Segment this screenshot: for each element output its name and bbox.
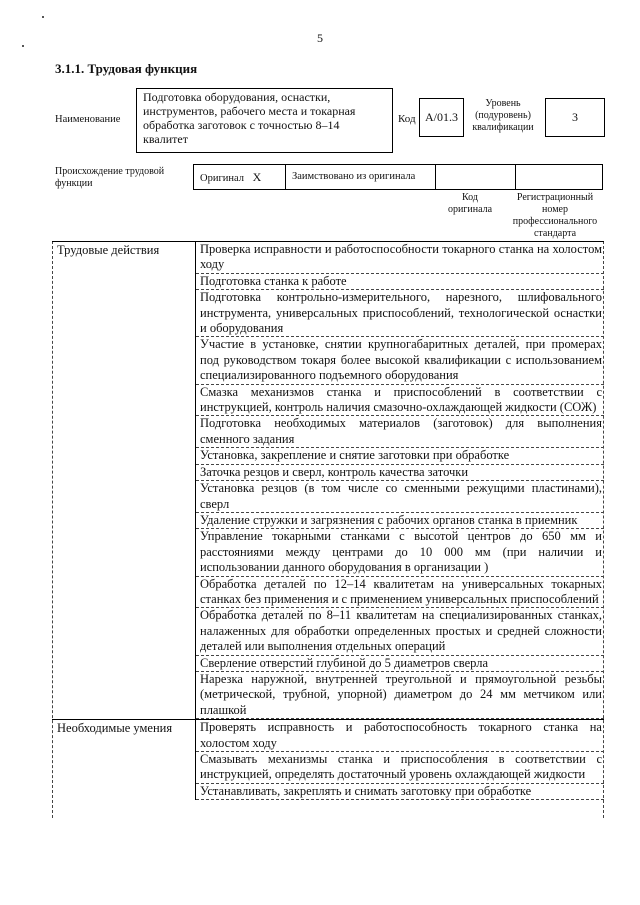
name-label: Наименование	[55, 114, 121, 125]
scan-speck	[42, 16, 44, 18]
original-cell	[194, 165, 286, 189]
required-skills-row	[52, 719, 604, 800]
original-mark: X	[252, 170, 262, 184]
required-skills-label: Необходимые умения	[52, 720, 196, 800]
code-label: Код	[398, 113, 416, 125]
labor-actions-list	[196, 242, 604, 719]
reg-number-cell	[516, 165, 602, 189]
code-value: А/01.3	[419, 98, 464, 137]
function-title: Подготовка оборудования, оснастки, инструментов, рабочего места и токарная обработка заготовок с точностью 8–14 квалитет	[136, 88, 393, 153]
original-code-label: Код оригинала	[447, 192, 493, 215]
labor-action-item: Подготовка необходимых материалов (заготовок) для выполнения сменного задания	[196, 416, 604, 448]
level-value: 3	[545, 98, 605, 137]
reg-number-label: Регистрационный номер профессионального стандарта	[512, 192, 598, 239]
labor-action-item: Подготовка контрольно-измерительного, нарезного, шлифовального инструмента, универсальных приспособлений, технологической оснастки и оборудования	[196, 290, 604, 337]
labor-action-item: Обработка деталей по 8–11 квалитетам на специализированных станках, налаженных для обработки определенных простых и средней сложности деталей или выполнения отдельных операций	[196, 608, 604, 655]
labor-action-item: Сверление отверстий глубиной до 5 диаметров сверла	[196, 656, 604, 672]
skill-item: Смазывать механизмы станка и приспособления в соответствии с инструкцией, определять достаточный уровень охлаждающей жидкости	[196, 752, 604, 784]
skill-item: Проверять исправность и работоспособность токарного станка на холостом ходу	[196, 720, 604, 752]
labor-action-item: Нарезка наружной, внутренней треугольной и прямоугольной резьбы (метрической, трубной, упорной) диаметром до 24 мм метчиком или плашкой	[196, 672, 604, 719]
skill-item: Устанавливать, закреплять и снимать заготовку при обработке	[196, 784, 604, 800]
labor-action-item: Участие в установке, снятии крупногабаритных деталей, при промерах под руководством токаря более высокой квалификации с использованием специализированного подъемного оборудования	[196, 337, 604, 384]
required-skills-list	[196, 720, 604, 800]
labor-action-item: Управление токарными станками с высотой центров до 650 мм и расстояниями между центрами до 10 000 мм (при наличии и использовании данного оборудования в организации )	[196, 529, 604, 576]
original-label: Оригинал	[200, 173, 244, 184]
page-number: 5	[317, 31, 323, 45]
original-code-cell	[436, 165, 516, 189]
labor-action-item: Установка, закрепление и снятие заготовки при обработке	[196, 448, 604, 464]
labor-action-item: Смазка механизмов станка и приспособлений в соответствии с инструкцией, контроль наличия смазочно-охлаждающей жидкости (СОЖ)	[196, 385, 604, 417]
labor-actions-label: Трудовые действия	[52, 242, 196, 719]
origin-row	[193, 164, 603, 190]
labor-actions-row	[52, 242, 604, 719]
main-table	[52, 241, 604, 800]
labor-action-item: Подготовка станка к работе	[196, 274, 604, 290]
borrowed-cell: Заимствовано из оригинала	[286, 165, 436, 189]
section-title: 3.1.1. Трудовая функция	[55, 61, 198, 76]
labor-action-item: Обработка деталей по 12–14 квалитетам на универсальных токарных станках без применения и с применением универсальных приспособлений	[196, 577, 604, 609]
labor-action-item: Удаление стружки и загрязнения с рабочих органов станка в приемник	[196, 513, 604, 529]
origin-label: Происхождение трудовой функции	[55, 166, 165, 189]
level-label: Уровень (подуровень) квалификации	[472, 98, 534, 133]
labor-action-item: Заточка резцов и сверл, контроль качества заточки	[196, 465, 604, 481]
labor-action-item: Проверка исправности и работоспособности токарного станка на холостом ходу	[196, 242, 604, 274]
labor-action-item: Установка резцов (в том числе со сменными режущими пластинами), сверл	[196, 481, 604, 513]
